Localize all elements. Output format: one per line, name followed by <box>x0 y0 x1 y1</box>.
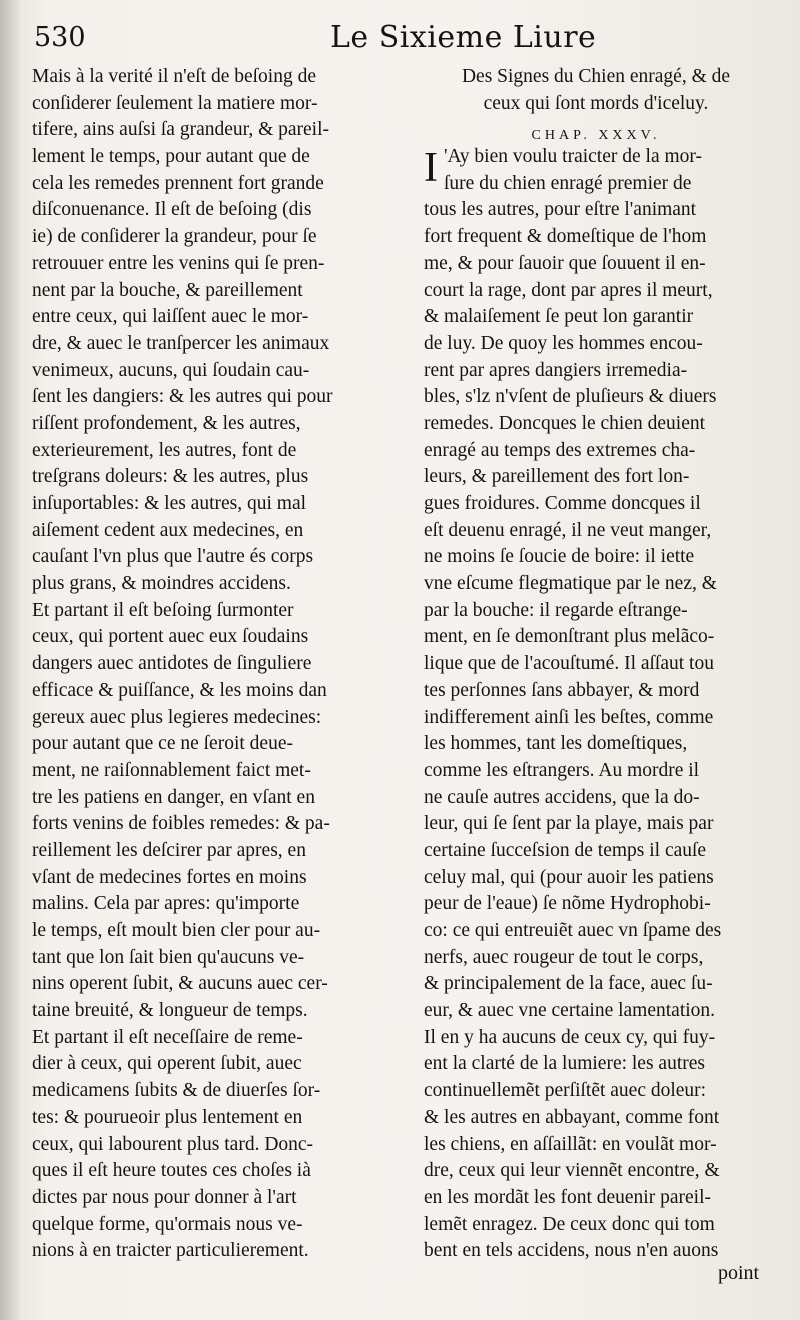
text-line: tes perſonnes ſans abbayer, & mord <box>424 679 700 701</box>
text-line: aiſement cedent aux medecines, en <box>32 519 304 541</box>
chapter-heading: CHAP. XXXV. <box>531 128 661 144</box>
left-text-column <box>32 64 404 1265</box>
text-line: ment, en ſe demonſtrant plus melãco- <box>424 626 715 648</box>
text-line: ne moins ſe ſoucie de boire: il iette <box>424 546 695 568</box>
text-line: nions à en traicter particulierement. <box>32 1240 309 1262</box>
text-line: ment, ne raiſonnablement faict met- <box>32 759 311 781</box>
text-line: entre ceux, qui laiſſent auec le mor- <box>32 306 309 328</box>
text-line: vne eſcume flegmatique par le nez, & <box>424 573 717 595</box>
text-line: leurs, & pareillement des fort lon- <box>424 466 690 488</box>
text-line: dre, ceux qui leur viennẽt encontre, & <box>424 1160 720 1182</box>
text-line: comme les eſtrangers. Au mordre il <box>424 759 700 781</box>
text-line: lement le temps, pour autant que de <box>32 146 310 168</box>
text-line: vſant de medecines fortes en moins <box>32 866 307 888</box>
text-line: gereux auec plus legieres medecines: <box>32 706 322 728</box>
text-line: ie) de conſiderer la grandeur, pour ſe <box>32 226 317 248</box>
text-line: nins operent ſubit, & aucuns auec cer- <box>32 973 328 995</box>
text-line: gues froidures. Comme doncques il <box>424 493 701 514</box>
text-line: ent la clarté de la lumiere: les autres <box>424 1053 705 1075</box>
text-line: nerfs, auec rougeur de tout le corps, <box>424 946 704 968</box>
text-line: dictes par nous pour donner à l'art <box>32 1186 297 1208</box>
text-line: court la rage, dont par apres il meurt, <box>424 279 713 301</box>
text-line: retrouuer entre les venins qui ſe pren- <box>32 252 325 274</box>
text-line: peur de l'eaue) ſe nõme Hydrophobi- <box>424 893 711 915</box>
text-line: Et partant il eſt beſoing ſurmonter <box>32 599 294 621</box>
drop-cap: I <box>424 145 438 192</box>
text-line: tre les patiens en danger, en vſant en <box>32 786 315 808</box>
text-line: lemẽt enragez. De ceux donc qui tom <box>424 1213 715 1235</box>
text-line: nent par la bouche, & pareillement <box>32 279 303 301</box>
text-line: dier à ceux, qui operent ſubit, auec <box>32 1053 302 1075</box>
text-line: me, & pour ſauoir que ſouuent il en- <box>424 252 706 274</box>
text-line: leur, qui ſe ſent par la playe, mais par <box>424 813 714 835</box>
text-line: venimeux, aucuns, qui ſoudain cau- <box>32 359 310 381</box>
right-text-column <box>424 64 768 1265</box>
text-line: le temps, eſt moult bien cler pour au- <box>32 920 321 941</box>
text-line: tes: & pourueoir plus lentement en <box>32 1106 303 1128</box>
text-line: de luy. De quoy les hommes encou- <box>424 332 703 354</box>
text-line: rent par apres dangiers irremedia- <box>424 359 688 381</box>
text-line: indifferement ainſi les beſtes, comme <box>424 706 714 728</box>
text-line: ne cauſe autres accidens, que la do- <box>424 786 700 808</box>
text-line: exterieurement, les autres, font de <box>32 439 297 461</box>
text-line: lique que de l'acouſtumé. Il aſſaut tou <box>424 653 714 675</box>
text-line: ſure du chien enragé premier de <box>444 172 692 194</box>
text-line: celuy mal, qui (pour auoir les patiens <box>424 866 714 888</box>
text-line: eſt deuenu enragé, il ne veut manger, <box>424 519 712 541</box>
text-line: tifere, ains auſsi ſa grandeur, & pareil- <box>32 119 330 141</box>
text-line: ceux, qui portent auec eux ſoudains <box>32 626 309 648</box>
text-line: pour autant que ce ne ſeroit deue- <box>32 733 293 755</box>
text-line: continuellemẽt perſiſtẽt auec doleur: <box>424 1080 707 1102</box>
text-line: diſconuenance. Il eſt de beſoing (dis <box>32 199 312 221</box>
text-line: eur, & auec vne certaine lamentation. <box>424 1000 716 1022</box>
text-line: cauſant l'vn plus que l'autre és corps <box>32 546 314 568</box>
text-line: riſſent profondement, & les autres, <box>32 412 301 434</box>
text-line: enragé au temps des extremes cha- <box>424 439 696 461</box>
chapter-title-line: Des Signes du Chien enragé, & de <box>461 66 731 87</box>
text-line: tous les autres, pour eſtre l'animant <box>424 199 697 221</box>
text-line: efficace & puiſſance, & les moins dan <box>32 679 327 701</box>
text-line: Il en y ha aucuns de ceux cy, qui fuy- <box>424 1026 716 1048</box>
text-line: & malaiſement ſe peut lon garantir <box>424 306 694 328</box>
text-line: reillement les deſcirer par apres, en <box>32 839 306 861</box>
text-line: en les mordãt les font deuenir pareil- <box>424 1186 711 1208</box>
chapter-body <box>424 144 768 1265</box>
text-line: ſent les dangiers: & les autres qui pour <box>32 386 333 408</box>
text-line: bent en tels accidens, nous n'en auons <box>424 1240 719 1262</box>
text-line: & principalement de la face, auec ſu- <box>424 973 713 995</box>
text-line: inſuportables: & les autres, qui mal <box>32 493 307 514</box>
catchword: point <box>718 1262 760 1284</box>
text-line: co: ce qui entreuiẽt auec vn ſpame des <box>424 920 722 941</box>
text-line: les chiens, en aſſaillãt: en voulãt mor- <box>424 1133 717 1155</box>
text-line: quelque forme, qu'ormais nous ve- <box>32 1213 303 1235</box>
text-line: treſgrans doleurs: & les autres, plus <box>32 466 309 488</box>
chapter-title-line: ceux qui ſont mords d'iceluy. <box>483 92 709 114</box>
text-line: tant que lon ſait bien qu'aucuns ve- <box>32 946 305 968</box>
text-line: malins. Cela par apres: qu'importe <box>32 893 300 915</box>
text-line: forts venins de foibles remedes: & pa- <box>32 813 330 835</box>
text-line: certaine ſucceſsion de temps il cauſe <box>424 839 707 861</box>
gutter-shadow <box>0 0 22 1320</box>
text-line: taine breuité, & longueur de temps. <box>32 1000 308 1022</box>
text-line: Mais à la verité il n'eſt de beſoing de <box>32 66 317 87</box>
text-line: conſiderer ſeulement la matiere mor- <box>32 92 318 114</box>
text-line: les hommes, tant les domeſtiques, <box>424 733 688 755</box>
text-line: dangers auec antidotes de ſinguliere <box>32 653 312 675</box>
text-line: & les autres en abbayant, comme font <box>424 1106 720 1128</box>
text-line: Et partant il eſt neceſſaire de reme- <box>32 1026 303 1048</box>
text-line: fort frequent & domeſtique de l'hom <box>424 226 707 248</box>
page-number: 530 <box>34 22 86 53</box>
text-line: 'Ay bien voulu traicter de la mor- <box>444 146 702 168</box>
text-line: ceux, qui labourent plus tard. Donc- <box>32 1133 314 1155</box>
page-header <box>30 18 770 62</box>
text-line: dre, & auec le tranſpercer les animaux <box>32 332 330 354</box>
text-line: plus grans, & moindres accidens. <box>32 573 291 595</box>
text-line: par la bouche: il regarde eſtrange- <box>424 599 688 621</box>
running-title: Le Sixieme Liure <box>330 20 597 55</box>
text-line: cela les remedes prennent fort grande <box>32 172 324 194</box>
text-line: ques il eſt heure toutes ces choſes ià <box>32 1160 311 1182</box>
text-line: medicamens ſubits & de diuerſes ſor- <box>32 1080 321 1102</box>
text-line: bles, s'lz n'vſent de pluſieurs & diuers <box>424 386 717 408</box>
text-line: remedes. Doncques le chien deuient <box>424 412 706 434</box>
